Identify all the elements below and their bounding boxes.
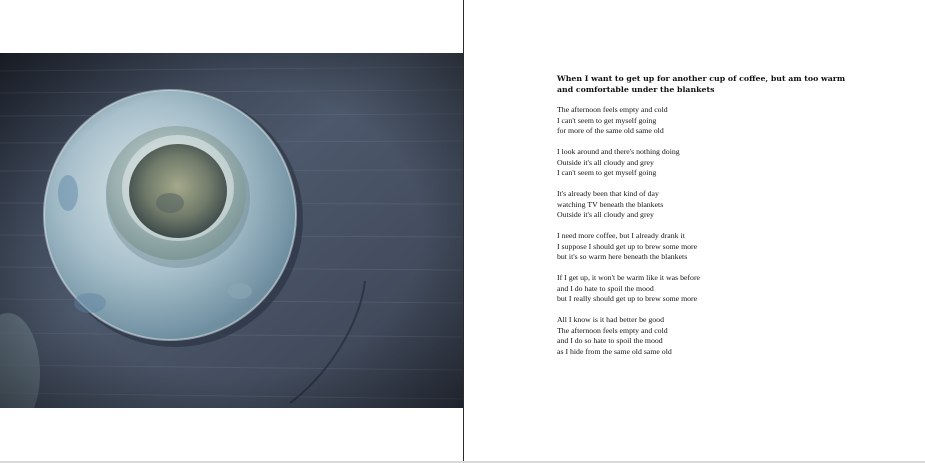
stanza (557, 189, 857, 221)
poem-line: I need more coffee, but I already drank it (557, 231, 685, 240)
stanza (557, 273, 857, 305)
stanza (557, 147, 857, 179)
poem-line: Outside it's all cloudy and grey (557, 157, 654, 167)
poem-line: If I get up, it won't be warm like it was before (557, 273, 701, 282)
poem-title: When I want to get up for another cup of coffee, but am too warm and comfortable under the blankets (557, 74, 846, 94)
poem-line: All I know is it had better be good (557, 315, 664, 324)
poem-line: and I do so hate to spoil the mood (557, 336, 663, 345)
poem-line: Outside it's all cloudy and grey (557, 210, 654, 219)
poem-line: and I do hate to spoil the mood (557, 283, 654, 293)
poem-line: I can't seem to get myself going (557, 168, 657, 177)
coffee-cup-photo (0, 53, 463, 408)
stanza (557, 315, 857, 357)
poem-line: I look around and there's nothing doing (557, 147, 680, 156)
stanza (557, 231, 857, 263)
poem-line: I can't seem to get myself going (557, 115, 657, 125)
poem-line: The afternoon feels empty and cold (557, 325, 668, 335)
poem-line: It's already been that kind of day (557, 189, 659, 198)
poem-line: as I hide from the same old same old (557, 346, 672, 356)
poem-line: I suppose I should get up to brew some more (557, 241, 698, 251)
poem (557, 74, 857, 368)
poem-line: watching TV beneath the blankets (557, 199, 664, 209)
poem-line: The afternoon feels empty and cold (557, 105, 668, 114)
stanza (557, 105, 857, 137)
poem-line: but it's so warm here beneath the blankets (557, 252, 688, 261)
poem-line: but I really should get up to brew some more (557, 294, 698, 303)
poem-line: for more of the same old same old (557, 126, 664, 135)
book-spine-divider (463, 0, 464, 461)
